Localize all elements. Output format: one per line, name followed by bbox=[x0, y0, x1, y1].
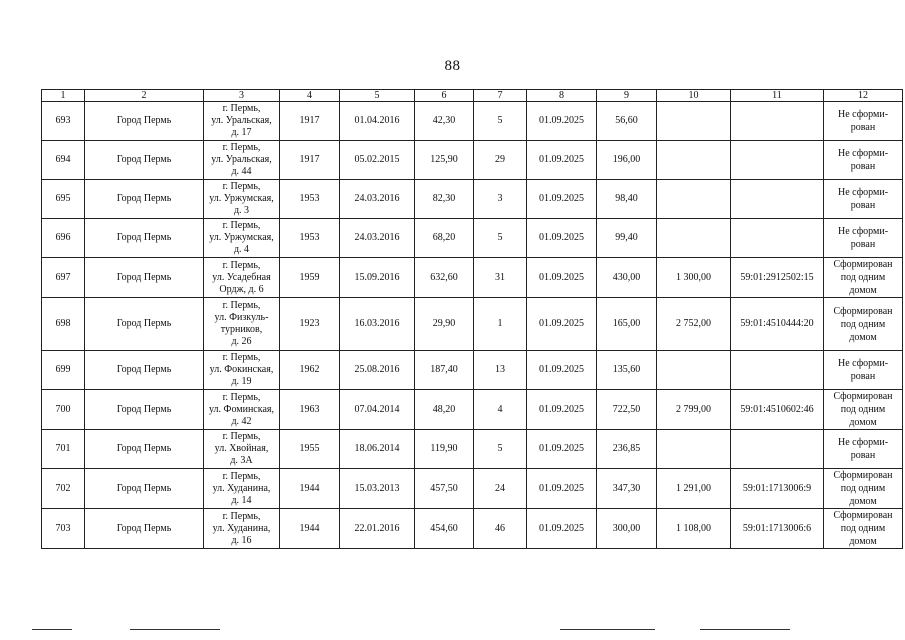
survey-date-cell: 16.03.2016 bbox=[340, 298, 415, 351]
cadastral-number-cell: 59:01:2912502:15 bbox=[731, 258, 824, 298]
deadline-cell: 01.09.2025 bbox=[527, 219, 597, 258]
deadline-cell: 01.09.2025 bbox=[527, 298, 597, 351]
residents-cell: 5 bbox=[474, 430, 527, 469]
cadastral-number-cell: 59:01:1713006:9 bbox=[731, 469, 824, 509]
land-status-cell: Сформирован под одним домом bbox=[824, 298, 903, 351]
land-area-cell: 2 752,00 bbox=[657, 298, 731, 351]
deadline-cell: 01.09.2025 bbox=[527, 509, 597, 549]
year-built-cell: 1955 bbox=[280, 430, 340, 469]
column-header-11: 11 bbox=[731, 90, 824, 102]
total-area-cell: 196,00 bbox=[597, 141, 657, 180]
row-number-cell: 696 bbox=[42, 219, 85, 258]
municipality-cell: Город Пермь bbox=[85, 509, 204, 549]
address-cell: г. Пермь, ул. Физкуль- турников, д. 26 bbox=[204, 298, 280, 351]
residents-cell: 46 bbox=[474, 509, 527, 549]
area-cell: 29,90 bbox=[415, 298, 474, 351]
column-header-1: 1 bbox=[42, 90, 85, 102]
area-cell: 125,90 bbox=[415, 141, 474, 180]
row-number-cell: 702 bbox=[42, 469, 85, 509]
land-status-cell: Не сформи- рован bbox=[824, 351, 903, 390]
survey-date-cell: 18.06.2014 bbox=[340, 430, 415, 469]
area-cell: 187,40 bbox=[415, 351, 474, 390]
survey-date-cell: 15.03.2013 bbox=[340, 469, 415, 509]
total-area-cell: 99,40 bbox=[597, 219, 657, 258]
address-cell: г. Пермь, ул. Уржумская, д. 4 bbox=[204, 219, 280, 258]
deadline-cell: 01.09.2025 bbox=[527, 141, 597, 180]
cadastral-number-cell bbox=[731, 102, 824, 141]
land-area-cell: 1 300,00 bbox=[657, 258, 731, 298]
header-row bbox=[42, 90, 903, 102]
deadline-cell: 01.09.2025 bbox=[527, 102, 597, 141]
address-cell: г. Пермь, ул. Фоминская, д. 42 bbox=[204, 390, 280, 430]
row-number-cell: 700 bbox=[42, 390, 85, 430]
address-cell: г. Пермь, ул. Фокинская, д. 19 bbox=[204, 351, 280, 390]
row-number-cell: 698 bbox=[42, 298, 85, 351]
land-area-cell bbox=[657, 180, 731, 219]
footer-rule bbox=[700, 629, 790, 630]
table-header bbox=[42, 90, 903, 102]
land-status-cell: Сформирован под одним домом bbox=[824, 509, 903, 549]
column-header-3: 3 bbox=[204, 90, 280, 102]
cadastral-number-cell bbox=[731, 180, 824, 219]
column-header-10: 10 bbox=[657, 90, 731, 102]
address-cell: г. Пермь, ул. Хвойная, д. 3А bbox=[204, 430, 280, 469]
row-number-cell: 699 bbox=[42, 351, 85, 390]
total-area-cell: 722,50 bbox=[597, 390, 657, 430]
land-status-cell: Сформирован под одним домом bbox=[824, 258, 903, 298]
table-row bbox=[42, 509, 903, 549]
residents-cell: 1 bbox=[474, 298, 527, 351]
land-area-cell bbox=[657, 141, 731, 180]
deadline-cell: 01.09.2025 bbox=[527, 469, 597, 509]
cadastral-number-cell bbox=[731, 219, 824, 258]
year-built-cell: 1963 bbox=[280, 390, 340, 430]
deadline-cell: 01.09.2025 bbox=[527, 390, 597, 430]
footer-rule bbox=[130, 629, 220, 630]
year-built-cell: 1959 bbox=[280, 258, 340, 298]
municipality-cell: Город Пермь bbox=[85, 351, 204, 390]
area-cell: 82,30 bbox=[415, 180, 474, 219]
residents-cell: 3 bbox=[474, 180, 527, 219]
land-status-cell: Не сформи- рован bbox=[824, 102, 903, 141]
table-row bbox=[42, 351, 903, 390]
footer-rule bbox=[560, 629, 655, 630]
residents-cell: 31 bbox=[474, 258, 527, 298]
table-row bbox=[42, 102, 903, 141]
address-cell: г. Пермь, ул. Уржумская, д. 3 bbox=[204, 180, 280, 219]
table-row bbox=[42, 219, 903, 258]
cadastral-number-cell bbox=[731, 430, 824, 469]
year-built-cell: 1944 bbox=[280, 469, 340, 509]
land-area-cell: 2 799,00 bbox=[657, 390, 731, 430]
land-status-cell: Сформирован под одним домом bbox=[824, 469, 903, 509]
page-number: 88 bbox=[444, 58, 461, 74]
table-row bbox=[42, 430, 903, 469]
table-row bbox=[42, 180, 903, 219]
cadastral-number-cell: 59:01:1713006:6 bbox=[731, 509, 824, 549]
year-built-cell: 1953 bbox=[280, 180, 340, 219]
row-number-cell: 697 bbox=[42, 258, 85, 298]
municipality-cell: Город Пермь bbox=[85, 180, 204, 219]
column-header-5: 5 bbox=[340, 90, 415, 102]
land-area-cell bbox=[657, 102, 731, 141]
address-cell: г. Пермь, ул. Уральская, д. 44 bbox=[204, 141, 280, 180]
residents-cell: 5 bbox=[474, 102, 527, 141]
area-cell: 119,90 bbox=[415, 430, 474, 469]
survey-date-cell: 07.04.2014 bbox=[340, 390, 415, 430]
survey-date-cell: 24.03.2016 bbox=[340, 219, 415, 258]
year-built-cell: 1917 bbox=[280, 141, 340, 180]
municipality-cell: Город Пермь bbox=[85, 469, 204, 509]
survey-date-cell: 24.03.2016 bbox=[340, 180, 415, 219]
year-built-cell: 1944 bbox=[280, 509, 340, 549]
land-area-cell: 1 108,00 bbox=[657, 509, 731, 549]
table-row bbox=[42, 258, 903, 298]
land-area-cell bbox=[657, 430, 731, 469]
column-header-9: 9 bbox=[597, 90, 657, 102]
area-cell: 42,30 bbox=[415, 102, 474, 141]
municipality-cell: Город Пермь bbox=[85, 430, 204, 469]
residents-cell: 29 bbox=[474, 141, 527, 180]
survey-date-cell: 01.04.2016 bbox=[340, 102, 415, 141]
cadastral-number-cell: 59:01:4510444:20 bbox=[731, 298, 824, 351]
row-number-cell: 694 bbox=[42, 141, 85, 180]
land-area-cell: 1 291,00 bbox=[657, 469, 731, 509]
survey-date-cell: 15.09.2016 bbox=[340, 258, 415, 298]
survey-date-cell: 25.08.2016 bbox=[340, 351, 415, 390]
row-number-cell: 701 bbox=[42, 430, 85, 469]
total-area-cell: 165,00 bbox=[597, 298, 657, 351]
year-built-cell: 1923 bbox=[280, 298, 340, 351]
year-built-cell: 1917 bbox=[280, 102, 340, 141]
area-cell: 454,60 bbox=[415, 509, 474, 549]
cadastral-number-cell: 59:01:4510602:46 bbox=[731, 390, 824, 430]
land-area-cell bbox=[657, 351, 731, 390]
land-status-cell: Сформирован под одним домом bbox=[824, 390, 903, 430]
municipality-cell: Город Пермь bbox=[85, 102, 204, 141]
column-header-4: 4 bbox=[280, 90, 340, 102]
column-header-12: 12 bbox=[824, 90, 903, 102]
total-area-cell: 135,60 bbox=[597, 351, 657, 390]
year-built-cell: 1962 bbox=[280, 351, 340, 390]
municipality-cell: Город Пермь bbox=[85, 258, 204, 298]
land-status-cell: Не сформи- рован bbox=[824, 180, 903, 219]
table-row bbox=[42, 141, 903, 180]
total-area-cell: 98,40 bbox=[597, 180, 657, 219]
row-number-cell: 695 bbox=[42, 180, 85, 219]
municipality-cell: Город Пермь bbox=[85, 141, 204, 180]
address-cell: г. Пермь, ул. Худанина, д. 14 bbox=[204, 469, 280, 509]
land-area-cell bbox=[657, 219, 731, 258]
column-header-6: 6 bbox=[415, 90, 474, 102]
cadastral-number-cell bbox=[731, 141, 824, 180]
address-cell: г. Пермь, ул. Усадебная Ордж, д. 6 bbox=[204, 258, 280, 298]
cadastral-number-cell bbox=[731, 351, 824, 390]
residents-cell: 5 bbox=[474, 219, 527, 258]
municipality-cell: Город Пермь bbox=[85, 219, 204, 258]
column-header-2: 2 bbox=[85, 90, 204, 102]
address-cell: г. Пермь, ул. Уральская, д. 17 bbox=[204, 102, 280, 141]
column-header-8: 8 bbox=[527, 90, 597, 102]
registry-table bbox=[41, 89, 903, 549]
land-status-cell: Не сформи- рован bbox=[824, 141, 903, 180]
land-status-cell: Не сформи- рован bbox=[824, 430, 903, 469]
year-built-cell: 1953 bbox=[280, 219, 340, 258]
row-number-cell: 703 bbox=[42, 509, 85, 549]
area-cell: 68,20 bbox=[415, 219, 474, 258]
area-cell: 632,60 bbox=[415, 258, 474, 298]
municipality-cell: Город Пермь bbox=[85, 298, 204, 351]
area-cell: 457,50 bbox=[415, 469, 474, 509]
table-row bbox=[42, 390, 903, 430]
survey-date-cell: 22.01.2016 bbox=[340, 509, 415, 549]
total-area-cell: 347,30 bbox=[597, 469, 657, 509]
deadline-cell: 01.09.2025 bbox=[527, 430, 597, 469]
residents-cell: 4 bbox=[474, 390, 527, 430]
area-cell: 48,20 bbox=[415, 390, 474, 430]
address-cell: г. Пермь, ул. Худанина, д. 16 bbox=[204, 509, 280, 549]
total-area-cell: 300,00 bbox=[597, 509, 657, 549]
residents-cell: 13 bbox=[474, 351, 527, 390]
survey-date-cell: 05.02.2015 bbox=[340, 141, 415, 180]
footer-rule bbox=[32, 629, 72, 630]
land-status-cell: Не сформи- рован bbox=[824, 219, 903, 258]
column-header-7: 7 bbox=[474, 90, 527, 102]
total-area-cell: 236,85 bbox=[597, 430, 657, 469]
municipality-cell: Город Пермь bbox=[85, 390, 204, 430]
table-row bbox=[42, 469, 903, 509]
table-row bbox=[42, 298, 903, 351]
deadline-cell: 01.09.2025 bbox=[527, 258, 597, 298]
row-number-cell: 693 bbox=[42, 102, 85, 141]
deadline-cell: 01.09.2025 bbox=[527, 351, 597, 390]
deadline-cell: 01.09.2025 bbox=[527, 180, 597, 219]
residents-cell: 24 bbox=[474, 469, 527, 509]
total-area-cell: 56,60 bbox=[597, 102, 657, 141]
table-body bbox=[42, 102, 903, 549]
total-area-cell: 430,00 bbox=[597, 258, 657, 298]
